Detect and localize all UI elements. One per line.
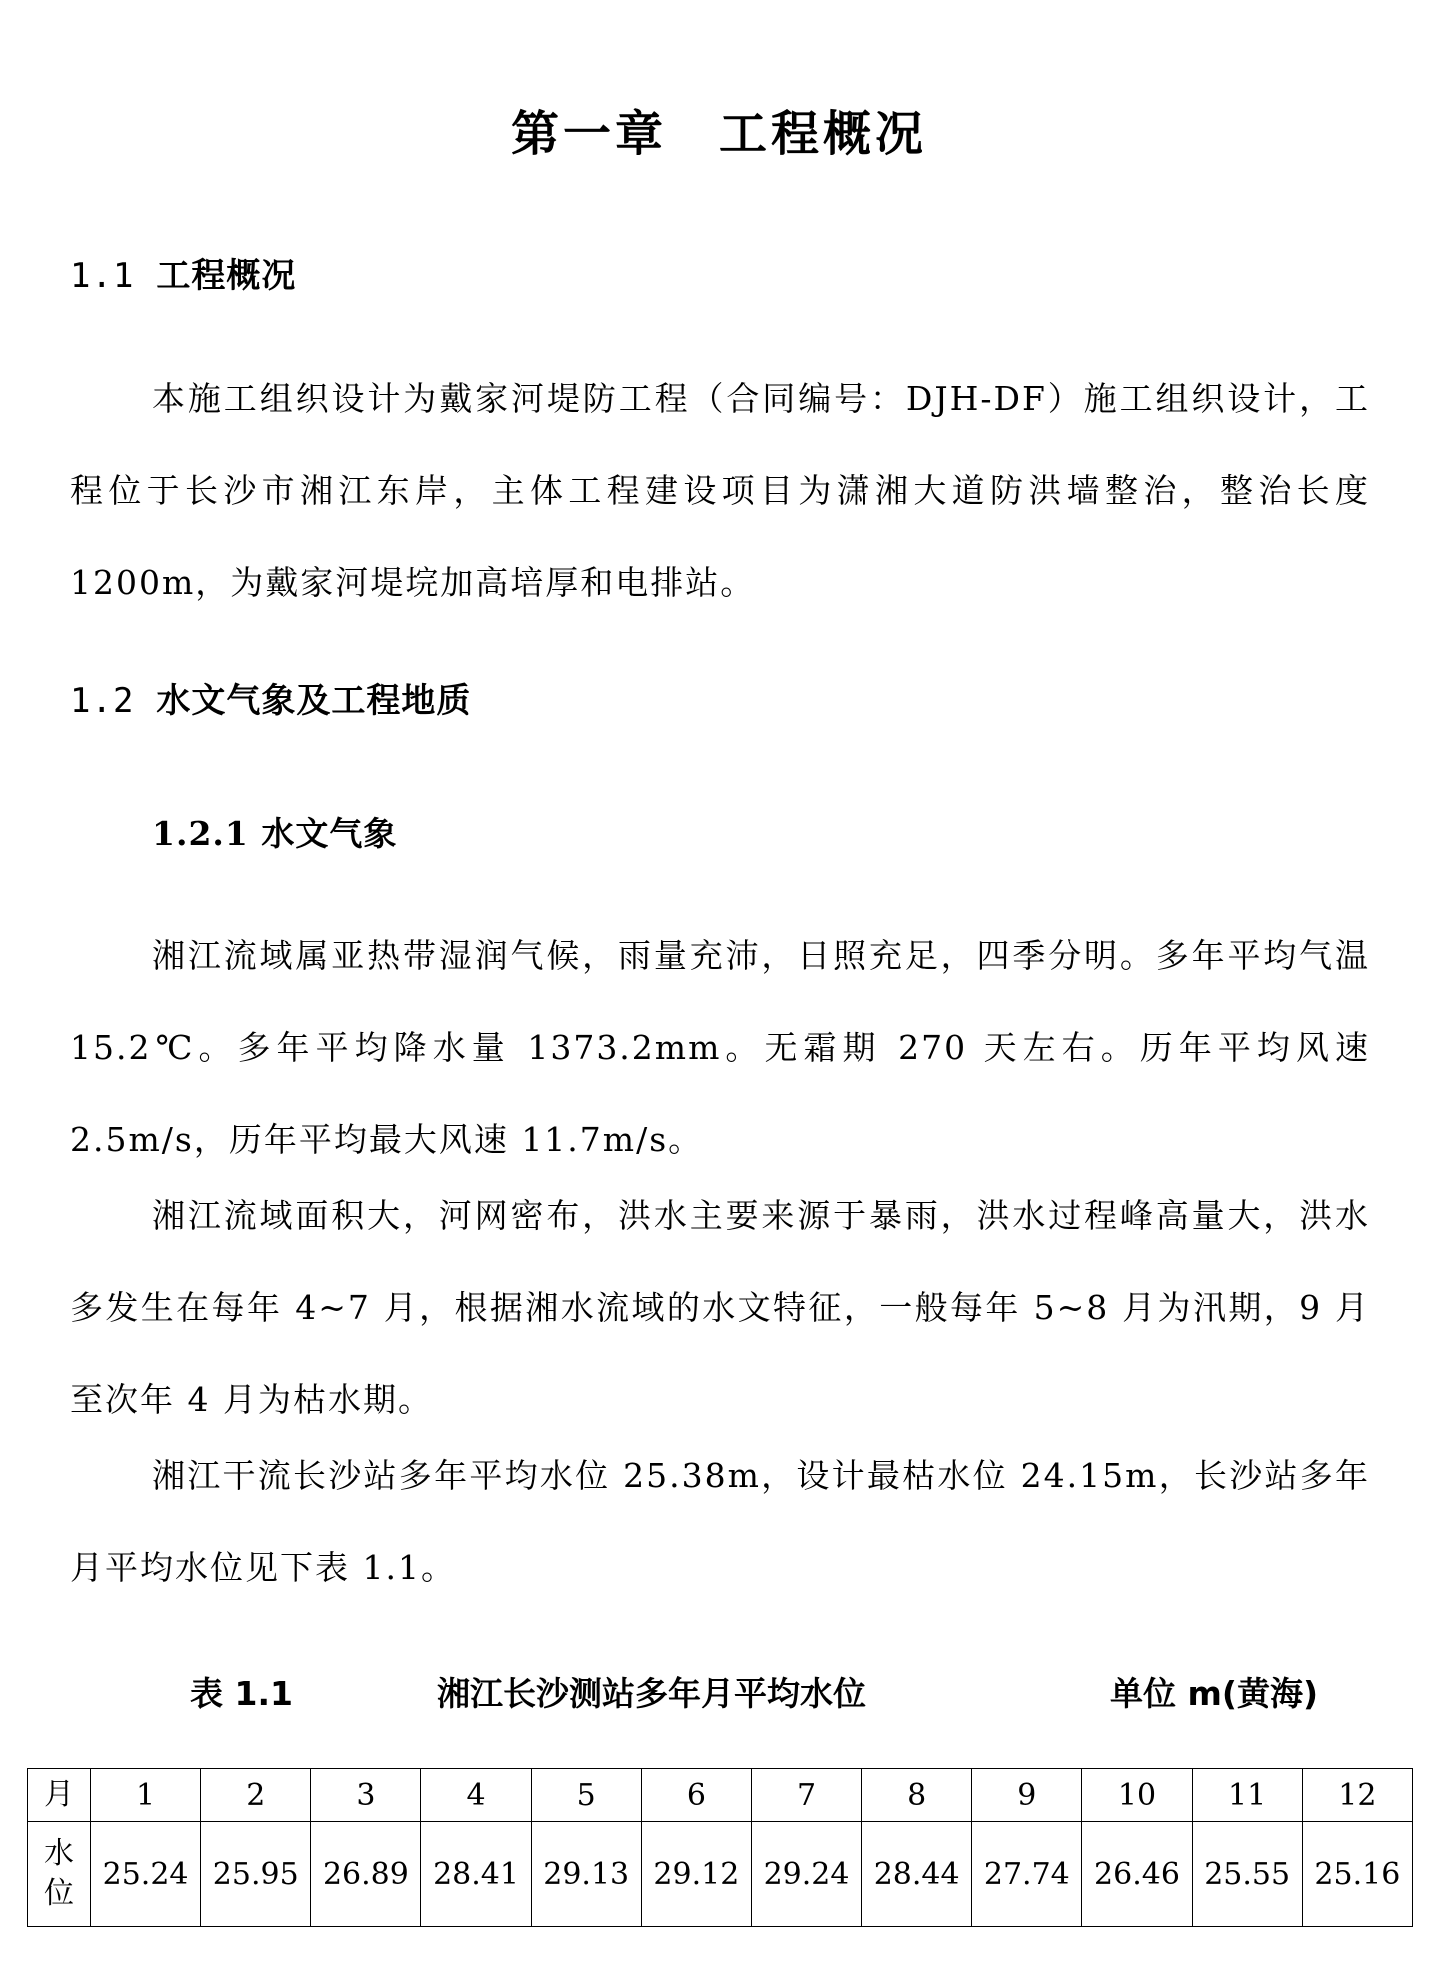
month-cell: 4 [421, 1769, 531, 1822]
level-cell: 25.55 [1192, 1822, 1302, 1927]
row-header-month: 月 [28, 1769, 91, 1822]
paragraph-water-level: 湘江干流长沙站多年平均水位 25.38m，设计最枯水位 24.15m，长沙站多年月平均水位见下表 1.1。 [70, 1456, 1370, 1587]
level-cell: 25.24 [91, 1822, 201, 1927]
month-cell: 7 [751, 1769, 861, 1822]
month-cell: 10 [1082, 1769, 1192, 1822]
month-cell: 11 [1192, 1769, 1302, 1822]
table-caption-title: 湘江长沙测站多年月平均水位 [437, 1674, 866, 1713]
table-caption [0, 1668, 1438, 1728]
month-cell: 2 [201, 1769, 311, 1822]
row-header-level-line2: 位 [44, 1876, 74, 1911]
level-cell: 27.74 [972, 1822, 1082, 1927]
month-cell: 6 [641, 1769, 751, 1822]
level-cell: 29.24 [751, 1822, 861, 1927]
section-number: 1.2 [70, 681, 135, 721]
subsection-heading-1-2-1: 1.2.1 水文气象 [152, 814, 398, 853]
row-header-level [28, 1822, 91, 1927]
chapter-title: 第一章 工程概况 [510, 106, 927, 162]
level-cell: 26.89 [311, 1822, 421, 1927]
table-caption-unit: 单位 m(黄海) [1110, 1674, 1319, 1713]
table-row-month [28, 1769, 1413, 1822]
level-cell: 28.41 [421, 1822, 531, 1927]
level-cell: 25.16 [1302, 1822, 1412, 1927]
table-row-level [28, 1822, 1413, 1927]
level-cell: 26.46 [1082, 1822, 1192, 1927]
month-cell: 8 [862, 1769, 972, 1822]
month-cell: 9 [972, 1769, 1082, 1822]
level-cell: 25.95 [201, 1822, 311, 1927]
month-cell: 3 [311, 1769, 421, 1822]
table-caption-number: 表 1.1 [190, 1674, 293, 1713]
section-title: 水文气象及工程地质 [156, 681, 472, 721]
section-heading-1-1 [70, 248, 296, 297]
water-level-table [27, 1768, 1413, 1927]
section-heading-1-2 [70, 673, 471, 722]
level-cell: 29.13 [531, 1822, 641, 1927]
level-cell: 28.44 [862, 1822, 972, 1927]
month-cell: 12 [1302, 1769, 1412, 1822]
month-cell: 1 [91, 1769, 201, 1822]
paragraph-climate: 湘江流域属亚热带湿润气候，雨量充沛，日照充足，四季分明。多年平均气温 15.2℃。多年平均降水量 1373.2mm。无霜期 270 天左右。历年平均风速 2.5m/s，历年平均最大风速 11.7m/s。 [70, 936, 1370, 1159]
level-cell: 29.12 [641, 1822, 751, 1927]
section-title: 工程概况 [156, 256, 297, 296]
section-number: 1.1 [70, 256, 135, 296]
row-header-level-line1: 水 [44, 1836, 74, 1871]
paragraph-project-overview: 本施工组织设计为戴家河堤防工程（合同编号：DJH-DF）施工组织设计，工程位于长沙市湘江东岸，主体工程建设项目为潇湘大道防洪墙整治，整治长度 1200m，为戴家河堤垸加高培厚和电排站。 [70, 379, 1370, 602]
month-cell: 5 [531, 1769, 641, 1822]
paragraph-flood-season: 湘江流域面积大，河网密布，洪水主要来源于暴雨，洪水过程峰高量大，洪水多发生在每年 4~7 月，根据湘水流域的水文特征，一般每年 5~8 月为汛期，9 月至次年 4 月为枯水期。 [70, 1196, 1370, 1419]
